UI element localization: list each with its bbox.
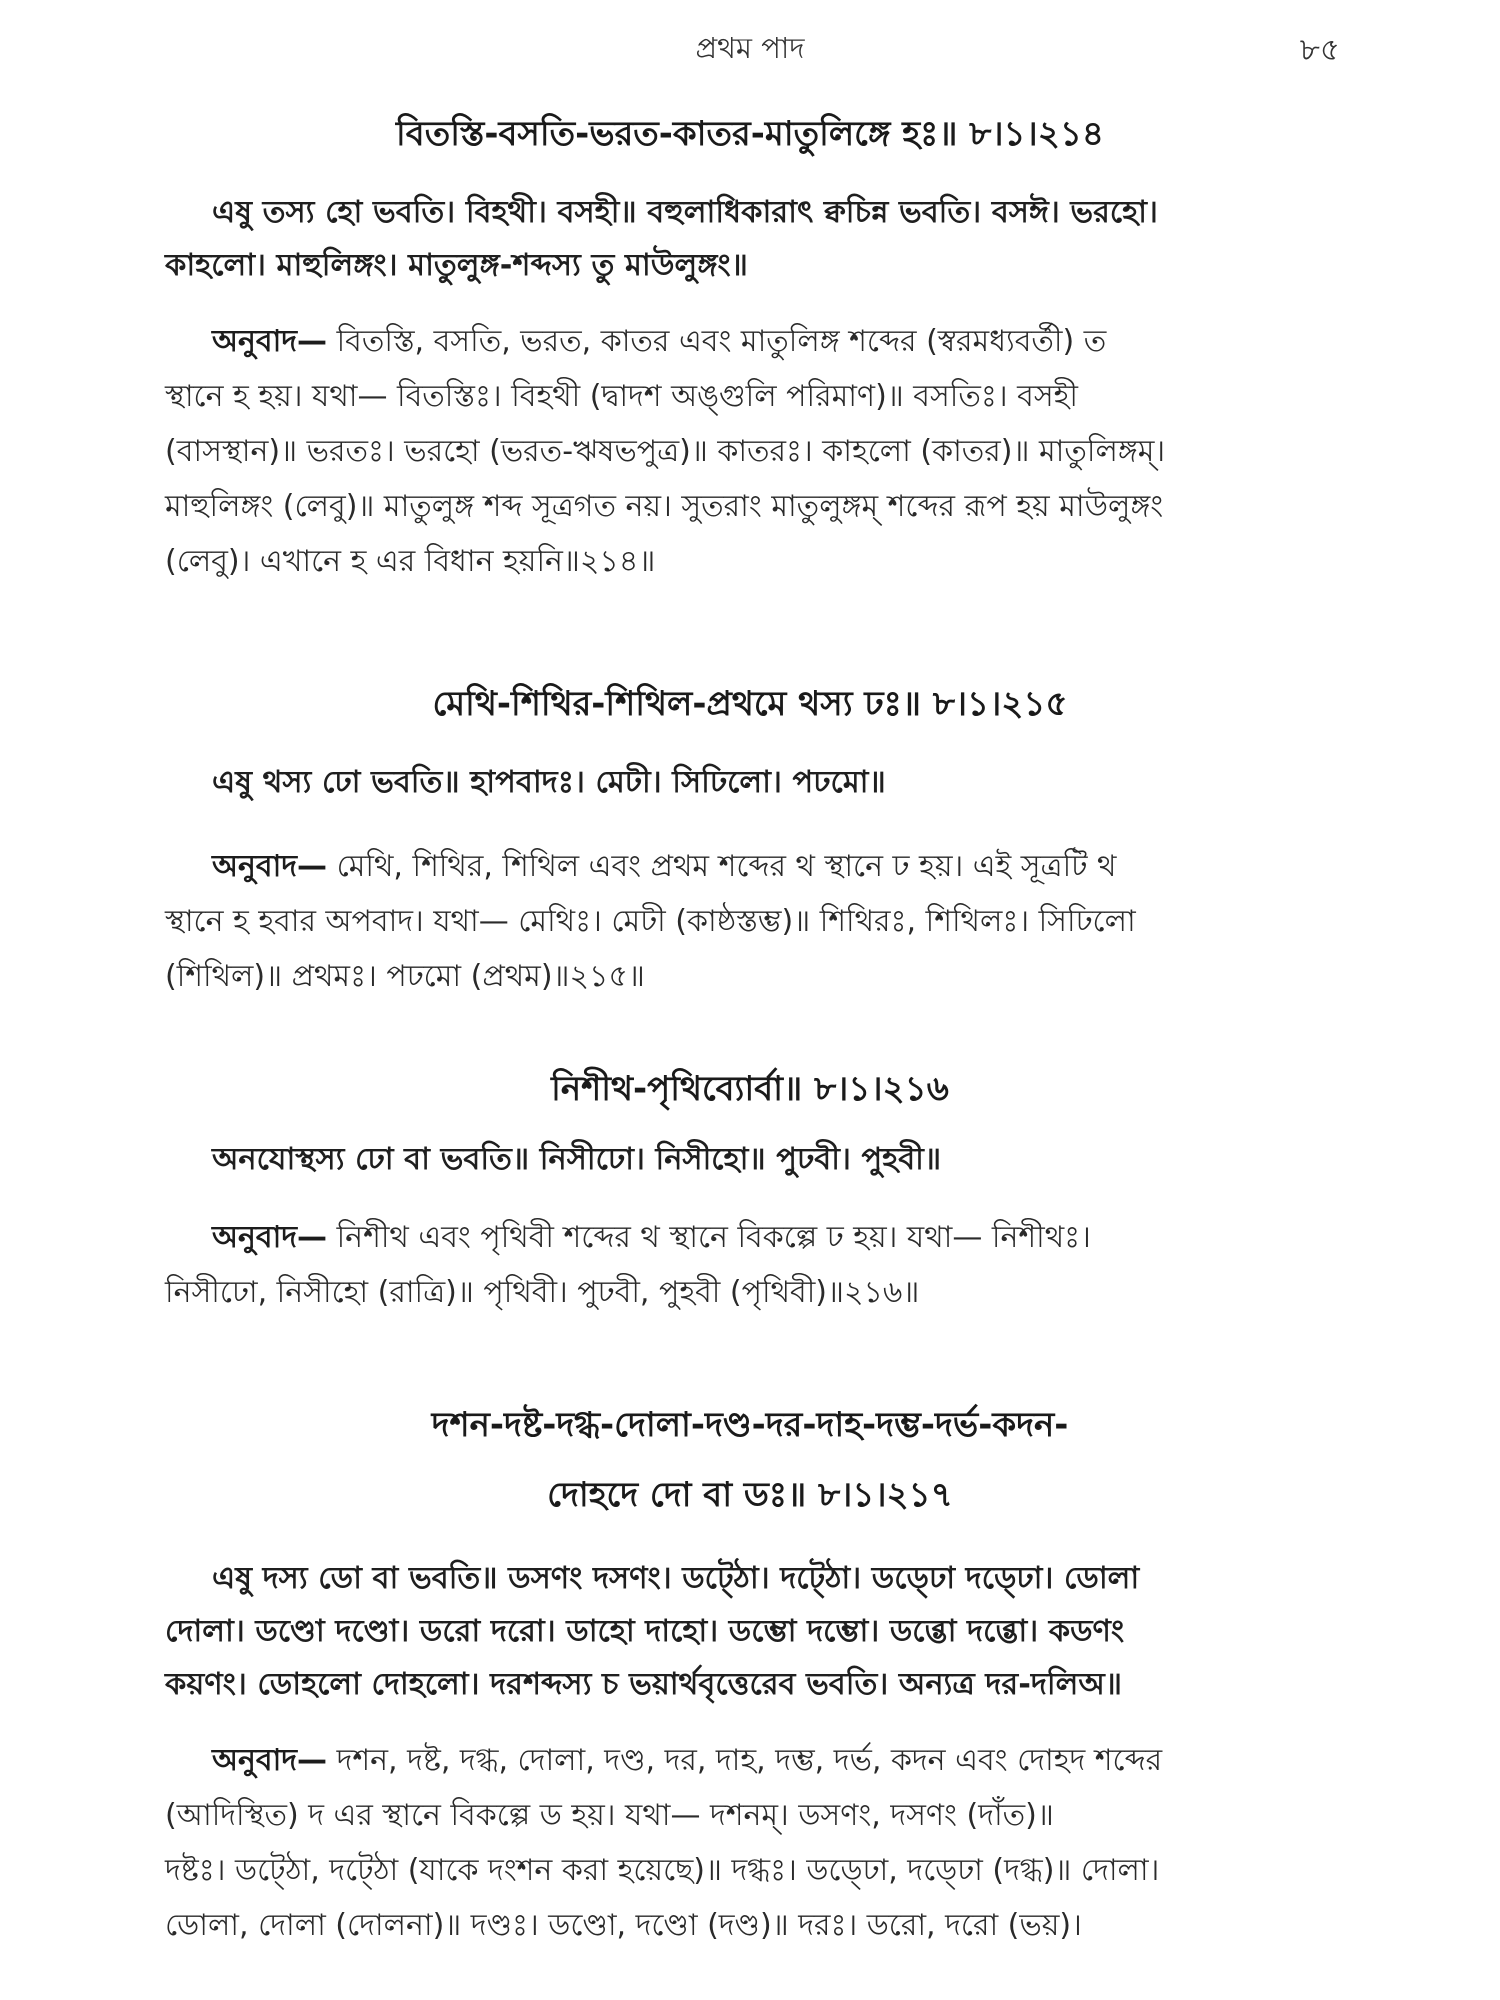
- anuvad-label: অনুবাদ—: [212, 324, 328, 359]
- sutra-heading: [0, 110, 1500, 158]
- sutra-line: দশন-দষ্ট-দগ্ধ-দোলা-দণ্ড-দর-দাহ-দম্ভ-দর্ভ-কদন-: [431, 1405, 1069, 1445]
- vritti-line: এষু দস্য ডো বা ভবতি॥ ডসণং দসণং। ডট্ঠো। দট্ঠো। ডড্ঢো দড্ঢো। ডোলা: [212, 1561, 1140, 1596]
- vritti-line: দোলা। ডণ্ডো দণ্ডো। ডরো দরো। ডাহো দাহো। ডম্ভো দম্ভো। ডব্ভো দব্ভো। কডণং: [165, 1614, 1125, 1649]
- vritti-line: এষু থস্য ঢো ভবতি॥ হাপবাদঃ। মেঢী। সিঢিলো। পঢমো॥: [212, 765, 886, 800]
- anuvad-line: (শিথিল)॥ প্রথমঃ। পঢমো (প্রথম)॥২১৫॥: [165, 959, 645, 994]
- anuvad-line: স্থানে হ হয়। যথা— বিতস্তিঃ। বিহথী (দ্বাদশ অঙ্গুলি পরিমাণ)॥ বসতিঃ। বসহী: [165, 379, 1079, 414]
- anuvad-line: (আদিস্থিত) দ এর স্থানে বিকল্পে ড হয়। যথা— দশনম্। ডসণং, দসণং (দাঁত)॥: [165, 1798, 1054, 1833]
- anuvad-line: নিশীথ এবং পৃথিবী শব্দের থ স্থানে বিকল্পে ঢ হয়। যথা— নিশীথঃ।: [327, 1220, 1091, 1255]
- anuvad-translation: [0, 1210, 1500, 1320]
- vritti-line: কাহলো। মাহুলিঙ্গং। মাতুলুঙ্গ-শব্দস্য তু মাউলুঙ্গং॥: [165, 248, 748, 283]
- sutra-section-215: [0, 680, 1500, 1004]
- vritti-commentary: [0, 756, 1500, 809]
- sutra-line: বিতস্তি-বসতি-ভরত-কাতর-মাতুলিঙ্গে হঃ॥ ৮।১।২১৪: [396, 114, 1104, 154]
- sutra-heading: [0, 1390, 1500, 1530]
- page-number: ৮৫: [1299, 32, 1340, 68]
- anuvad-line: নিসীঢো, নিসীহো (রাত্রি)॥ পৃথিবী। পুঢবী, পুহবী (পৃথিবী)॥২১৬॥: [165, 1275, 920, 1310]
- anuvad-line: ডোলা, দোলা (দোলনা)॥ দণ্ডঃ। ডণ্ডো, দণ্ডো (দণ্ড)॥ দরঃ। ডরো, দরো (ভয়)।: [165, 1908, 1082, 1943]
- anuvad-label: অনুবাদ—: [212, 1743, 328, 1778]
- anuvad-line: মেথি, শিথির, শিথিল এবং প্রথম শব্দের থ স্থানে ঢ হয়। এই সূত্রটি থ: [327, 849, 1117, 884]
- sutra-section-217: [0, 1390, 1500, 1953]
- sutra-line: নিশীথ-পৃথিব্যোর্বা॥ ৮।১।২১৬: [551, 1069, 949, 1109]
- vritti-commentary: [0, 1133, 1500, 1186]
- sutra-line: মেথি-শিথির-শিথিল-প্রথমে থস্য ঢঃ॥ ৮।১।২১৫: [432, 684, 1068, 724]
- sutra-section-216: [0, 1065, 1500, 1320]
- sutra-heading: [0, 1065, 1500, 1113]
- anuvad-translation: [0, 1733, 1500, 1953]
- anuvad-line: মাহুলিঙ্গং (লেবু)॥ মাতুলুঙ্গ শব্দ সূত্রগত নয়। সুতরাং মাতুলুঙ্গম্ শব্দের রূপ হয় মাউলুঙ্গং: [165, 489, 1164, 524]
- anuvad-line: (বাসস্থান)॥ ভরতঃ। ভরহো (ভরত-ঋষভপুত্র)॥ কাতরঃ। কাহলো (কাতর)॥ মাতুলিঙ্গম্।: [165, 434, 1166, 469]
- anuvad-translation: [0, 839, 1500, 1004]
- sutra-heading: [0, 680, 1500, 728]
- sutra-section-214: [0, 110, 1500, 589]
- anuvad-label: অনুবাদ—: [212, 1220, 328, 1255]
- vritti-commentary: [0, 186, 1500, 292]
- sutra-line: দোহদে দো বা ডঃ॥ ৮।১।২১৭: [547, 1475, 953, 1515]
- vritti-line: অনযোস্থস্য ঢো বা ভবতি॥ নিসীঢো। নিসীহো॥ পুঢবী। পুহবী॥: [212, 1142, 942, 1177]
- anuvad-line: স্থানে হ হবার অপবাদ। যথা— মেথিঃ। মেঢী (কাষ্ঠস্তম্ভ)॥ শিথিরঃ, শিথিলঃ। সিঢিলো: [165, 904, 1136, 939]
- anuvad-label: অনুবাদ—: [212, 849, 328, 884]
- vritti-commentary: [0, 1552, 1500, 1711]
- anuvad-translation: [0, 314, 1500, 589]
- page-header: [160, 26, 1340, 76]
- vritti-line: কয়ণং। ডোহলো দোহলো। দরশব্দস্য চ ভয়ার্থবৃত্তেরেব ভবতি। অন্যত্র দর-দলিঅ॥: [165, 1667, 1122, 1702]
- vritti-line: এষু তস্য হো ভবতি। বিহথী। বসহী॥ বহুলাধিকারাৎ ক্বচিন্ন ভবতি। বসঈ। ভরহো।: [212, 195, 1158, 230]
- anuvad-line: দষ্টঃ। ডট্ঠো, দট্ঠো (যাকে দংশন করা হয়েছে)॥ দগ্ধঃ। ডড্ঢো, দড্ঢো (দগ্ধ)॥ দোলা।: [165, 1853, 1160, 1888]
- anuvad-line: বিতস্তি, বসতি, ভরত, কাতর এবং মাতুলিঙ্গ শব্দের (স্বরমধ্যবর্তী) ত: [327, 324, 1107, 359]
- anuvad-line: (লেবু)। এখানে হ এর বিধান হয়নি॥২১৪॥: [165, 544, 656, 579]
- anuvad-line: দশন, দষ্ট, দগ্ধ, দোলা, দণ্ড, দর, দাহ, দম্ভ, দর্ভ, কদন এবং দোহদ শব্দের: [327, 1743, 1163, 1778]
- running-head: প্রথম পাদ: [695, 31, 805, 65]
